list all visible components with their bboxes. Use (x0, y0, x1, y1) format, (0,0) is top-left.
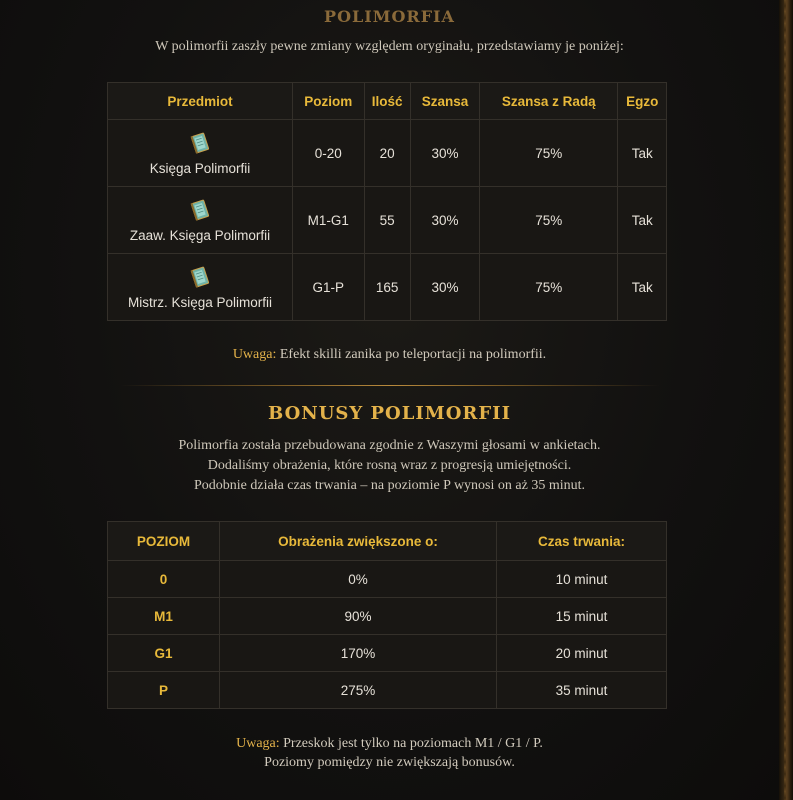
item-chance: 30% (410, 254, 479, 321)
polymorph-items-table (107, 82, 667, 321)
item-cell (108, 187, 293, 254)
item-cell (108, 254, 293, 321)
item-level: G1-P (293, 254, 365, 321)
level-jump-note (0, 734, 779, 772)
polymorph-book-icon (189, 198, 211, 222)
item-egzo: Tak (618, 254, 667, 321)
table-header-row (108, 83, 667, 120)
lead-line: Podobnie działa czas trwania – na poziomie P wynosi on aż 35 minut. (193, 478, 585, 493)
bonus-damage: 170% (220, 635, 497, 672)
header-chance-council: Szansa z Radą (480, 83, 618, 120)
section-lead-text: W polimorfii zaszły pewne zmiany względem oryginału, przedstawiamy je poniżej: (155, 39, 624, 54)
bonus-damage: 275% (220, 672, 497, 709)
table-row (108, 561, 667, 598)
header-egzo: Egzo (618, 83, 667, 120)
note-text: Efekt skilli zanika po teleportacji na polimorfii. (276, 347, 547, 362)
header-duration: Czas trwania: (497, 522, 667, 561)
note-text-line2: Poziomy pomiędzy nie zwiększają bonusów. (264, 755, 515, 770)
item-name: Mistrz. Księga Polimorfii (127, 294, 273, 310)
table-row (108, 254, 667, 321)
table-row (108, 120, 667, 187)
item-egzo: Tak (618, 120, 667, 187)
item-chance-council: 75% (480, 187, 618, 254)
table-row (108, 635, 667, 672)
bonus-level: G1 (108, 635, 220, 672)
header-damage: Obrażenia zwiększone o: (220, 522, 497, 561)
table-header-row (108, 522, 667, 561)
item-chance-council: 75% (480, 120, 618, 187)
bonus-level: M1 (108, 598, 220, 635)
teleport-note (0, 345, 779, 364)
bonus-duration: 15 minut (497, 598, 667, 635)
section-divider (120, 385, 660, 386)
note-label: Uwaga: (236, 736, 280, 751)
item-cell (108, 120, 293, 187)
section-title-polimorfia: POLIMORFIA (324, 7, 455, 26)
lead-line: Dodaliśmy obrażenia, które rosną wraz z progresją umiejętności. (207, 458, 572, 473)
item-egzo: Tak (618, 187, 667, 254)
bonus-duration: 20 minut (497, 635, 667, 672)
item-chance: 30% (410, 120, 479, 187)
header-level: Poziom (293, 83, 365, 120)
item-name: Księga Polimorfii (149, 160, 251, 176)
note-label: Uwaga: (232, 347, 277, 362)
bonus-duration: 35 minut (497, 672, 667, 709)
header-level: POZIOM (108, 522, 220, 561)
polymorph-book-icon (189, 265, 211, 289)
polymorph-bonus-table (107, 521, 667, 709)
ornate-frame-border (779, 0, 793, 800)
table-row (108, 672, 667, 709)
bonus-duration: 10 minut (497, 561, 667, 598)
item-amount: 165 (364, 254, 410, 321)
lead-line: Polimorfia została przebudowana zgodnie z Waszymi głosami w ankietach. (178, 438, 601, 453)
bonus-damage: 0% (220, 561, 497, 598)
item-name: Zaaw. Księga Polimorfii (129, 227, 271, 243)
item-level: M1-G1 (293, 187, 365, 254)
item-amount: 55 (364, 187, 410, 254)
header-amount: Ilość (364, 83, 410, 120)
item-chance-council: 75% (480, 254, 618, 321)
section-lead-text (0, 436, 779, 496)
item-chance: 30% (410, 187, 479, 254)
note-text: Przeskok jest tylko na poziomach M1 / G1 / P. (279, 736, 543, 751)
item-level: 0-20 (293, 120, 365, 187)
bonus-level: 0 (108, 561, 220, 598)
header-item: Przedmiot (108, 83, 293, 120)
polymorph-book-icon (189, 131, 211, 155)
bonus-level: P (108, 672, 220, 709)
table-row (108, 187, 667, 254)
section-title-bonusy: BONUSY POLIMORFII (268, 403, 511, 424)
bonus-damage: 90% (220, 598, 497, 635)
item-amount: 20 (364, 120, 410, 187)
table-row (108, 598, 667, 635)
header-chance: Szansa (410, 83, 479, 120)
